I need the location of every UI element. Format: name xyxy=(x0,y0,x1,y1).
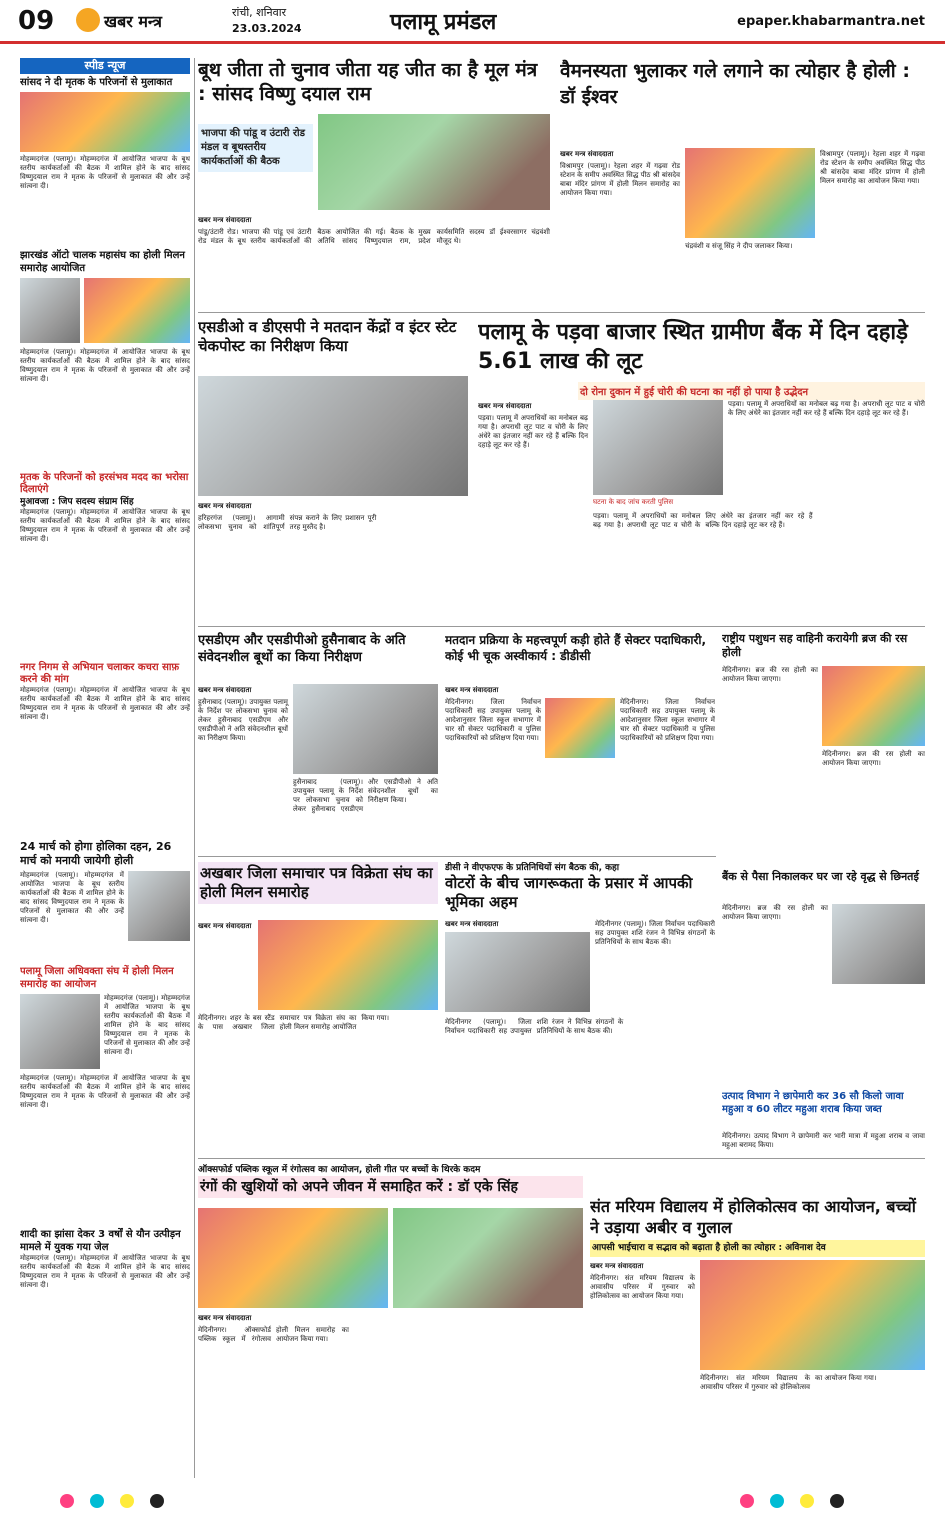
story8-photo xyxy=(258,920,438,1010)
story12-body: मेदिनीनगर। संत मरियम विद्यालय के आवासीय परिसर में गुरुवार को होलिकोत्सव का आयोजन किया गया। xyxy=(590,1274,695,1300)
story4-photo xyxy=(593,400,723,495)
story4-body-right: पड़वा। पलामू में अपराधियों का मनोबल बढ़ गया है। अपराधी लूट पाट व चोरी के लिए अंधेरे का इंतजार नहीं कर रहे हैं बल्कि दिन दहाड़े लूट कर रहे हैं। xyxy=(728,400,925,417)
story1-body: पांडू/उंटारी रोड। भाजपा की पांडू एवं उंटारी रोड मंडल के बूथ स्तरीय कार्यकर्ताओं की बैठक आयोजित की गई। बैठक के मुख्य अतिथि सांसद विष्णुदयाल राम, प्रदेश कार्यसमिति सदस्य डॉ ईश्वरसागर चंद्रवंशी मौजूद थे। xyxy=(198,228,550,245)
story11-byline: खबर मन्त्र संवाददाता xyxy=(198,1314,252,1322)
story3-headline: एसडीओ व डीएसपी ने मतदान केंद्रों व इंटर स्टेट चेकपोस्ट का निरीक्षण किया xyxy=(198,318,457,355)
row-divider-3 xyxy=(198,856,716,857)
story9-headline-top: डीसी ने वीएफएफ के प्रतिनिधियों संग बैठक की, कहा xyxy=(445,863,620,873)
story5-body: हुसैनाबाद (पलामू)। उपायुक्त पलामू के निर्देश पर लोकसभा चुनाव को लेकर हुसैनाबाद एसडीएम और एसडीपीओ ने अति संवेदनशील बूथों का निरीक्षण किया। xyxy=(198,698,288,742)
left-headline-5: 24 मार्च को होगा होलिका दहन, 26 मार्च को मनायी जायेगी होली xyxy=(20,840,172,867)
story9-body-bottom: मेदिनीनगर (पलामू)। जिला निर्वाचन पदाधिकारी सह उपायुक्त शशि रंजन ने विभिन्न संगठनों के प्रतिनिधियों के साथ बैठक की। xyxy=(445,1018,624,1035)
story5-headline: एसडीएम और एसडीपीओ हुसैनाबाद के अति संवेदनशील बूथों का किया निरीक्षण xyxy=(198,633,406,665)
story5-byline: खबर मन्त्र संवाददाता xyxy=(198,686,252,694)
registration-mark xyxy=(830,1494,844,1508)
story10-headline: उत्पाद विभाग ने छापेमारी कर 36 सौ किलो जावा महुआ व 60 लीटर महुआ शराब किया जब्त xyxy=(722,1091,904,1115)
left-body-5: मोहम्मदगंज (पलामू)। मोहम्मदगंज में आयोजित भाजपा के बूथ स्तरीय कार्यकर्ताओं की बैठक में शामिल होने के बाद सांसद विष्णुदयाल राम ने मृतक के परिजनों से मुलाकात की और उन्हें सांत्वना दी। xyxy=(20,871,124,924)
column-divider xyxy=(194,58,195,1478)
story6-photo xyxy=(545,698,615,758)
story6-byline: खबर मन्त्र संवाददाता xyxy=(445,686,499,694)
left-body-1: मोहम्मदगंज (पलामू)। मोहम्मदगंज में आयोजित भाजपा के बूथ स्तरीय कार्यकर्ताओं की बैठक में शामिल होने के बाद सांसद विष्णुदयाल राम ने मृतक के परिजनों से मुलाकात की और उन्हें सांत्वना दी। xyxy=(20,155,190,190)
left-headline-2: झारखंड ऑटो चालक महासंघ का होली मिलन समारोह आयोजित xyxy=(20,250,185,274)
left-body-6: मोहम्मदगंज (पलामू)। मोहम्मदगंज में आयोजित भाजपा के बूथ स्तरीय कार्यकर्ताओं की बैठक में शामिल होने के बाद सांसद विष्णुदयाल राम ने मृतक के परिजनों से मुलाकात की और उन्हें सांत्वना दी। xyxy=(104,994,190,1056)
story-sdm-sdpo-booths xyxy=(198,632,438,852)
story11-headline: रंगों की खुशियों को अपने जीवन में समाहित करें : डॉ एके सिंह xyxy=(198,1176,583,1198)
story2-body: विश्रामपुर (पलामू)। रेहला शहर में गढ़वा रोड स्टेशन के समीप अवस्थित सिद्ध पीठ श्री बांसदेव बाबा मंदिर प्रांगण में होली मिलन समारोह का आयोजन किया गया। xyxy=(560,162,680,197)
registration-mark xyxy=(90,1494,104,1508)
story-dc-voter-awareness xyxy=(445,862,715,1152)
story8-body: मेदिनीनगर। शहर के बस स्टैंड के पास अखबार जिला समाचार पत्र विक्रेता संघ का होली मिलन समारोह आयोजित किया गया। xyxy=(198,1014,390,1031)
story4-headline: पलामू के पड़वा बाजार स्थित ग्रामीण बैंक में दिन दहाड़े 5.61 लाख की लूट xyxy=(478,320,908,374)
story11-photo-2 xyxy=(393,1208,583,1308)
issue-date: 23.03.2024 xyxy=(232,22,302,35)
story-st-mariam-school xyxy=(590,1196,925,1479)
story10-body: मेदिनीनगर। उत्पाद विभाग ने छापेमारी कर भारी मात्रा में महुआ शराब व जावा महुआ बरामद किया। xyxy=(722,1132,925,1149)
registration-mark xyxy=(740,1494,754,1508)
story12-photo xyxy=(700,1260,925,1370)
story7-body-3: मेदिनीनगर। ब्रज की रस होली का आयोजन किया जाएगा। xyxy=(722,904,828,921)
section-title: पलामू प्रमंडल xyxy=(390,10,497,35)
story7-headline-2: बैंक से पैसा निकालकर घर जा रहे वृद्ध से छिनतई xyxy=(722,870,919,883)
story5-photo xyxy=(293,684,438,774)
story-bank-robbery xyxy=(478,318,925,618)
story7-body: मेदिनीनगर। ब्रज की रस होली का आयोजन किया जाएगा। xyxy=(722,666,818,683)
row-divider-2 xyxy=(198,626,925,627)
left-headline-3b: मुआवजा : जिप सदस्य संग्राम सिंह xyxy=(20,497,134,507)
story11-headline-top: ऑक्सफोर्ड पब्लिक स्कूल में रंगोत्सव का आयोजन, होली गीत पर बच्चों के थिरके कदम xyxy=(198,1165,481,1175)
story1-photo xyxy=(318,114,550,210)
left-photo-3 xyxy=(84,278,190,343)
story1-byline: खबर मन्त्र संवाददाता xyxy=(198,216,252,224)
story-booth-meeting xyxy=(198,58,550,308)
story6-body: मेदिनीनगर। जिला निर्वाचन पदाधिकारी सह उपायुक्त पलामू के आदेशानुसार जिला स्कूल सभागार में चार सौ सेक्टर पदाधिकारी व पुलिस पदाधिकारियों को प्रशिक्षण दिया गया। xyxy=(445,698,541,742)
story9-photo xyxy=(445,932,590,1012)
story4-subheadline: दो रोना दुकान में हुई चोरी की घटना का नहीं हो पाया है उद्भेदन xyxy=(578,382,925,400)
story4-caption: घटना के बाद जांच करती पुलिस xyxy=(593,498,674,506)
story3-byline: खबर मन्त्र संवाददाता xyxy=(198,502,252,510)
left-body-7: मोहम्मदगंज (पलामू)। मोहम्मदगंज में आयोजित भाजपा के बूथ स्तरीय कार्यकर्ताओं की बैठक में शामिल होने के बाद सांसद विष्णुदयाल राम ने मृतक के परिजनों से मुलाकात की और उन्हें सांत्वना दी। xyxy=(20,1074,190,1109)
left-headline-6: पलामू जिला अधिवक्ता संघ में होली मिलन समारोह का आयोजन xyxy=(20,966,174,990)
story12-subheadline: आपसी भाईचारा व सद्भाव को बढ़ाता है होली का त्योहार : अविनाश देव xyxy=(590,1240,925,1257)
story5-body-bottom: हुसैनाबाद (पलामू)। उपायुक्त पलामू के निर्देश पर लोकसभा चुनाव को लेकर हुसैनाबाद एसडीएम और एसडीपीओ ने अति संवेदनशील बूथों का निरीक्षण किया। xyxy=(293,778,438,813)
story3-photo xyxy=(198,376,468,496)
left-body-4: मोहम्मदगंज (पलामू)। मोहम्मदगंज में आयोजित भाजपा के बूथ स्तरीय कार्यकर्ताओं की बैठक में शामिल होने के बाद सांसद विष्णुदयाल राम ने मृतक के परिजनों से मुलाकात की और उन्हें सांत्वना दी। xyxy=(20,686,190,721)
story-oxford-school xyxy=(198,1164,583,1479)
story1-subheadline: भाजपा की पांडू व उंटारी रोड मंडल व बूथस्तरीय कार्यकर्ताओं की बैठक xyxy=(198,124,313,172)
brand-logo-icon xyxy=(76,8,100,32)
story2-body-right: विश्रामपुर (पलामू)। रेहला शहर में गढ़वा रोड स्टेशन के समीप अवस्थित सिद्ध पीठ श्री बांसदेव बाबा मंदिर प्रांगण में होली मिलन समारोह का आयोजन किया गया। xyxy=(820,150,925,185)
story11-photo-1 xyxy=(198,1208,388,1308)
story4-body: पड़वा। पलामू में अपराधियों का मनोबल बढ़ गया है। अपराधी लूट पाट व चोरी के लिए अंधेरे का इंतजार नहीं कर रहे हैं बल्कि दिन दहाड़े लूट कर रहे हैं। xyxy=(478,414,588,449)
left-body-2: मोहम्मदगंज (पलामू)। मोहम्मदगंज में आयोजित भाजपा के बूथ स्तरीय कार्यकर्ताओं की बैठक में शामिल होने के बाद सांसद विष्णुदयाल राम ने मृतक के परिजनों से मुलाकात की और उन्हें सांत्वना दी। xyxy=(20,348,190,383)
story2-headline: वैमनस्यता भुलाकर गले लगाने का त्योहार है होली : डॉ ईश्वर xyxy=(560,60,910,108)
website-link[interactable]: epaper.khabarmantra.net xyxy=(737,14,925,29)
registration-mark xyxy=(120,1494,134,1508)
story7-body-2: मेदिनीनगर। ब्रज की रस होली का आयोजन किया जाएगा। xyxy=(822,750,925,767)
story3-body: हरिहरगंज (पलामू)। आगामी लोकसभा चुनाव को शांतिपूर्ण संपन्न कराने के लिए प्रशासन पूरी तरह मुस्तैद है। xyxy=(198,514,377,531)
story7-headline: राष्ट्रीय पशुधन सह वाहिनी करायेगी ब्रज की रस होली xyxy=(722,632,908,659)
story9-headline: वोटरों के बीच जागरूकता के प्रसार में आपकी भूमिका अहम xyxy=(445,874,693,911)
masthead xyxy=(0,0,945,44)
story9-body: मेदिनीनगर (पलामू)। जिला निर्वाचन पदाधिकारी सह उपायुक्त शशि रंजन ने विभिन्न संगठनों के प्रतिनिधियों के साथ बैठक की। xyxy=(595,920,715,946)
left-body-8: मोहम्मदगंज (पलामू)। मोहम्मदगंज में आयोजित भाजपा के बूथ स्तरीय कार्यकर्ताओं की बैठक में शामिल होने के बाद सांसद विष्णुदयाल राम ने मृतक के परिजनों से मुलाकात की और उन्हें सांत्वना दी। xyxy=(20,1254,190,1289)
registration-mark xyxy=(150,1494,164,1508)
left-photo-2 xyxy=(20,278,80,343)
left-headline-1: सांसद ने दी मृतक के परिजनों से मुलाकात xyxy=(20,77,173,88)
story6-body-right: मेदिनीनगर। जिला निर्वाचन पदाधिकारी सह उपायुक्त पलामू के आदेशानुसार जिला स्कूल सभागार में चार सौ सेक्टर पदाधिकारी व पुलिस पदाधिकारियों को प्रशिक्षण दिया गया। xyxy=(620,698,715,742)
story-newspaper-vendors xyxy=(198,862,438,1152)
story6-headline: मतदान प्रक्रिया के महत्त्वपूर्ण कड़ी होते हैं सेक्टर पदाधिकारी, कोई भी चूक अस्वीकार्य : डीडीसी xyxy=(445,633,707,663)
story7-photo-2 xyxy=(832,904,925,984)
story-braj-holi xyxy=(722,632,925,1192)
left-photo-1 xyxy=(20,92,190,152)
story8-byline: खबर मन्त्र संवाददाता xyxy=(198,922,252,930)
left-photo-5 xyxy=(20,994,100,1069)
story7-photo xyxy=(822,666,925,746)
story9-byline: खबर मन्त्र संवाददाता xyxy=(445,920,499,928)
registration-mark xyxy=(60,1494,74,1508)
story-sdo-dsp-inspection xyxy=(198,318,468,578)
registration-mark xyxy=(770,1494,784,1508)
story12-headline: संत मरियम विद्यालय में होलिकोत्सव का आयोजन, बच्चों ने उड़ाया अबीर व गुलाल xyxy=(590,1197,916,1237)
city-day: रांची, शनिवार xyxy=(232,6,287,19)
left-body-3: मोहम्मदगंज (पलामू)। मोहम्मदगंज में आयोजित भाजपा के बूथ स्तरीय कार्यकर्ताओं की बैठक में शामिल होने के बाद सांसद विष्णुदयाल राम ने मृतक के परिजनों से मुलाकात की और उन्हें सांत्वना दी। xyxy=(20,508,190,543)
story8-headline: अखबार जिला समाचार पत्र विक्रेता संघ का होली मिलन समारोह xyxy=(198,862,438,904)
left-headline-3: मृतक के परिजनों को हरसंभव मदद का भरोसा दिलाएंगे xyxy=(20,472,189,495)
story12-byline: खबर मन्त्र संवाददाता xyxy=(590,1262,644,1270)
left-photo-4 xyxy=(128,871,190,941)
left-headline-7: शादी का झांसा देकर 3 वर्षों से यौन उत्पीड़न मामले में युवक गया जेल xyxy=(20,1229,181,1253)
story4-body-bottom: पड़वा। पलामू में अपराधियों का मनोबल बढ़ गया है। अपराधी लूट पाट व चोरी के लिए अंधेरे का इंतजार नहीं कर रहे हैं बल्कि दिन दहाड़े लूट कर रहे हैं। xyxy=(593,512,813,529)
row-divider xyxy=(198,312,925,313)
story12-body-bottom: मेदिनीनगर। संत मरियम विद्यालय के आवासीय परिसर में गुरुवार को होलिकोत्सव का आयोजन किया गया। xyxy=(700,1374,877,1391)
left-headline-4: नगर निगम से अभियान चलाकर कचरा साफ़ करने की मांग xyxy=(20,662,180,685)
story2-photo xyxy=(685,148,815,238)
speed-news-label: स्पीड न्यूज xyxy=(20,58,190,74)
story1-headline: बूथ जीता तो चुनाव जीता यह जीत का है मूल मंत्र : सांसद विष्णु दयाल राम xyxy=(198,59,538,105)
story-holi-dr-ishwar xyxy=(560,58,925,308)
row-divider-4 xyxy=(198,1158,925,1159)
story2-byline: खबर मन्त्र संवाददाता xyxy=(560,150,614,158)
registration-mark xyxy=(800,1494,814,1508)
story-sector-officers xyxy=(445,632,715,852)
brand-name: खबर मन्त्र xyxy=(104,12,162,31)
story11-body: मेदिनीनगर। ऑक्सफोर्ड पब्लिक स्कूल में रंगोत्सव होली मिलन समारोह का आयोजन किया गया। xyxy=(198,1326,349,1343)
story2-caption: चंद्रवंशी व संजू सिंह ने दीप जलाकर किया। xyxy=(685,242,793,250)
page-number: 09 xyxy=(18,6,55,36)
story4-byline: खबर मन्त्र संवाददाता xyxy=(478,402,532,410)
left-column xyxy=(20,58,190,1478)
